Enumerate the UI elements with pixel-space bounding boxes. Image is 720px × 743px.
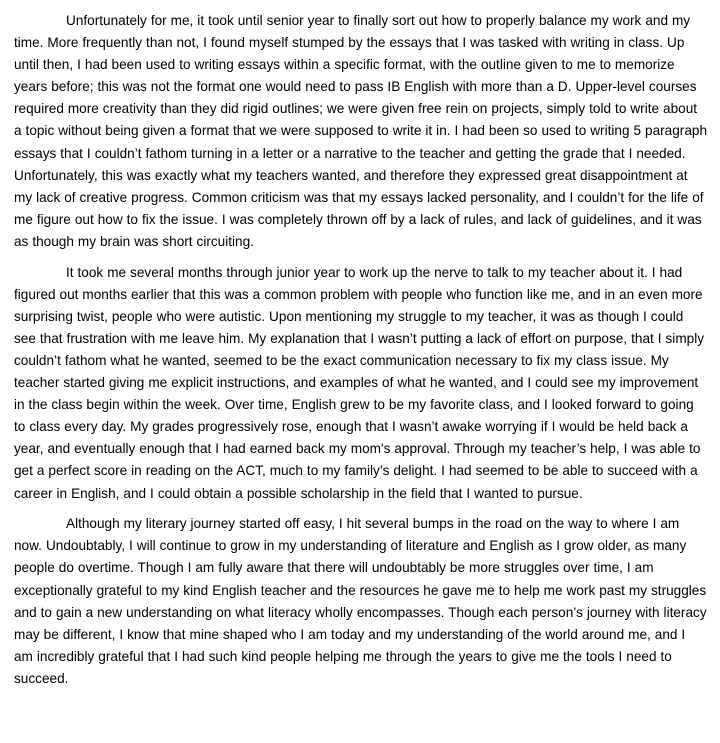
paragraph-2: It took me several months through junior year to work up the nerve to talk to my teacher about it. I had figured out months earlier that this was a common problem with people who function like me, and in an even more surprising twist, people who were autistic. Upon mentioning my struggle to my teacher, it was as though I could see that frustration with me leave him. My explanation that I wasn’t putting a lack of effort on purpose, that I simply couldn’t fathom what he wanted, seemed to be the exact communication necessary to fix my class issue. My teacher started giving me explicit instructions, and examples of what he wanted, and I could see my improvement in the class begin within the week. Over time, English grew to be my favorite class, and I looked forward to going to class every day. My grades progressively rose, enough that I wasn’t awake worrying if I would be held back a year, and eventually enough that I had earned back my mom's approval. Through my teacher’s help, I was able to get a perfect score in reading on the ACT, much to my family’s delight. I had seemed to be able to succeed with a career in English, and I could obtain a possible scholarship in the field that I wanted to pursue. xyxy=(14,264,705,501)
paragraph-1: Unfortunately for me, it took until senior year to finally sort out how to properly balance my work and my time. More frequently than not, I found myself stumped by the essays that I was tasked with writing in class. Up until then, I had been used to writing essays within a specific format, with the outline given to me to memorize years before; this was not the format one would need to pass IB English with more than a D. Upper-level courses required more creativity than they did rigid outlines; we were given free rein on projects, simply told to write about a topic without being given a format that we were supposed to write it in. I had been so used to writing 5 paragraph essays that I couldn’t fathom turning in a letter or a narrative to the teacher and getting the grade that I needed. Unfortunately, this was exactly what my teachers wanted, and therefore they expressed great disappointment at my lack of creative progress. Common criticism was that my essays lacked personality, and I couldn’t for the life of me figure out how to fix the issue. I was completely thrown off by a lack of rules, and lack of guidelines, and it was as though my brain was short circuiting. xyxy=(14,13,708,249)
document-body xyxy=(14,10,708,699)
paragraph-3: Although my literary journey started off easy, I hit several bumps in the road on the way to where I am now. Undoubtably, I will continue to grow in my understanding of literature and English as I grow older, as many people do overtime. Though I am fully aware that there will undoubtably be more struggles over time, I am exceptionally grateful to my kind English teacher and the resources he gave me to help me work past my struggles and to gain a new understanding on what literacy wholly encompasses. Though each person’s journey with literacy may be different, I know that mine shaped who I am today and my understanding of the world around me, and I am incredibly grateful that I had such kind people helping me through the years to give me the tools I need to succeed. xyxy=(14,516,707,686)
